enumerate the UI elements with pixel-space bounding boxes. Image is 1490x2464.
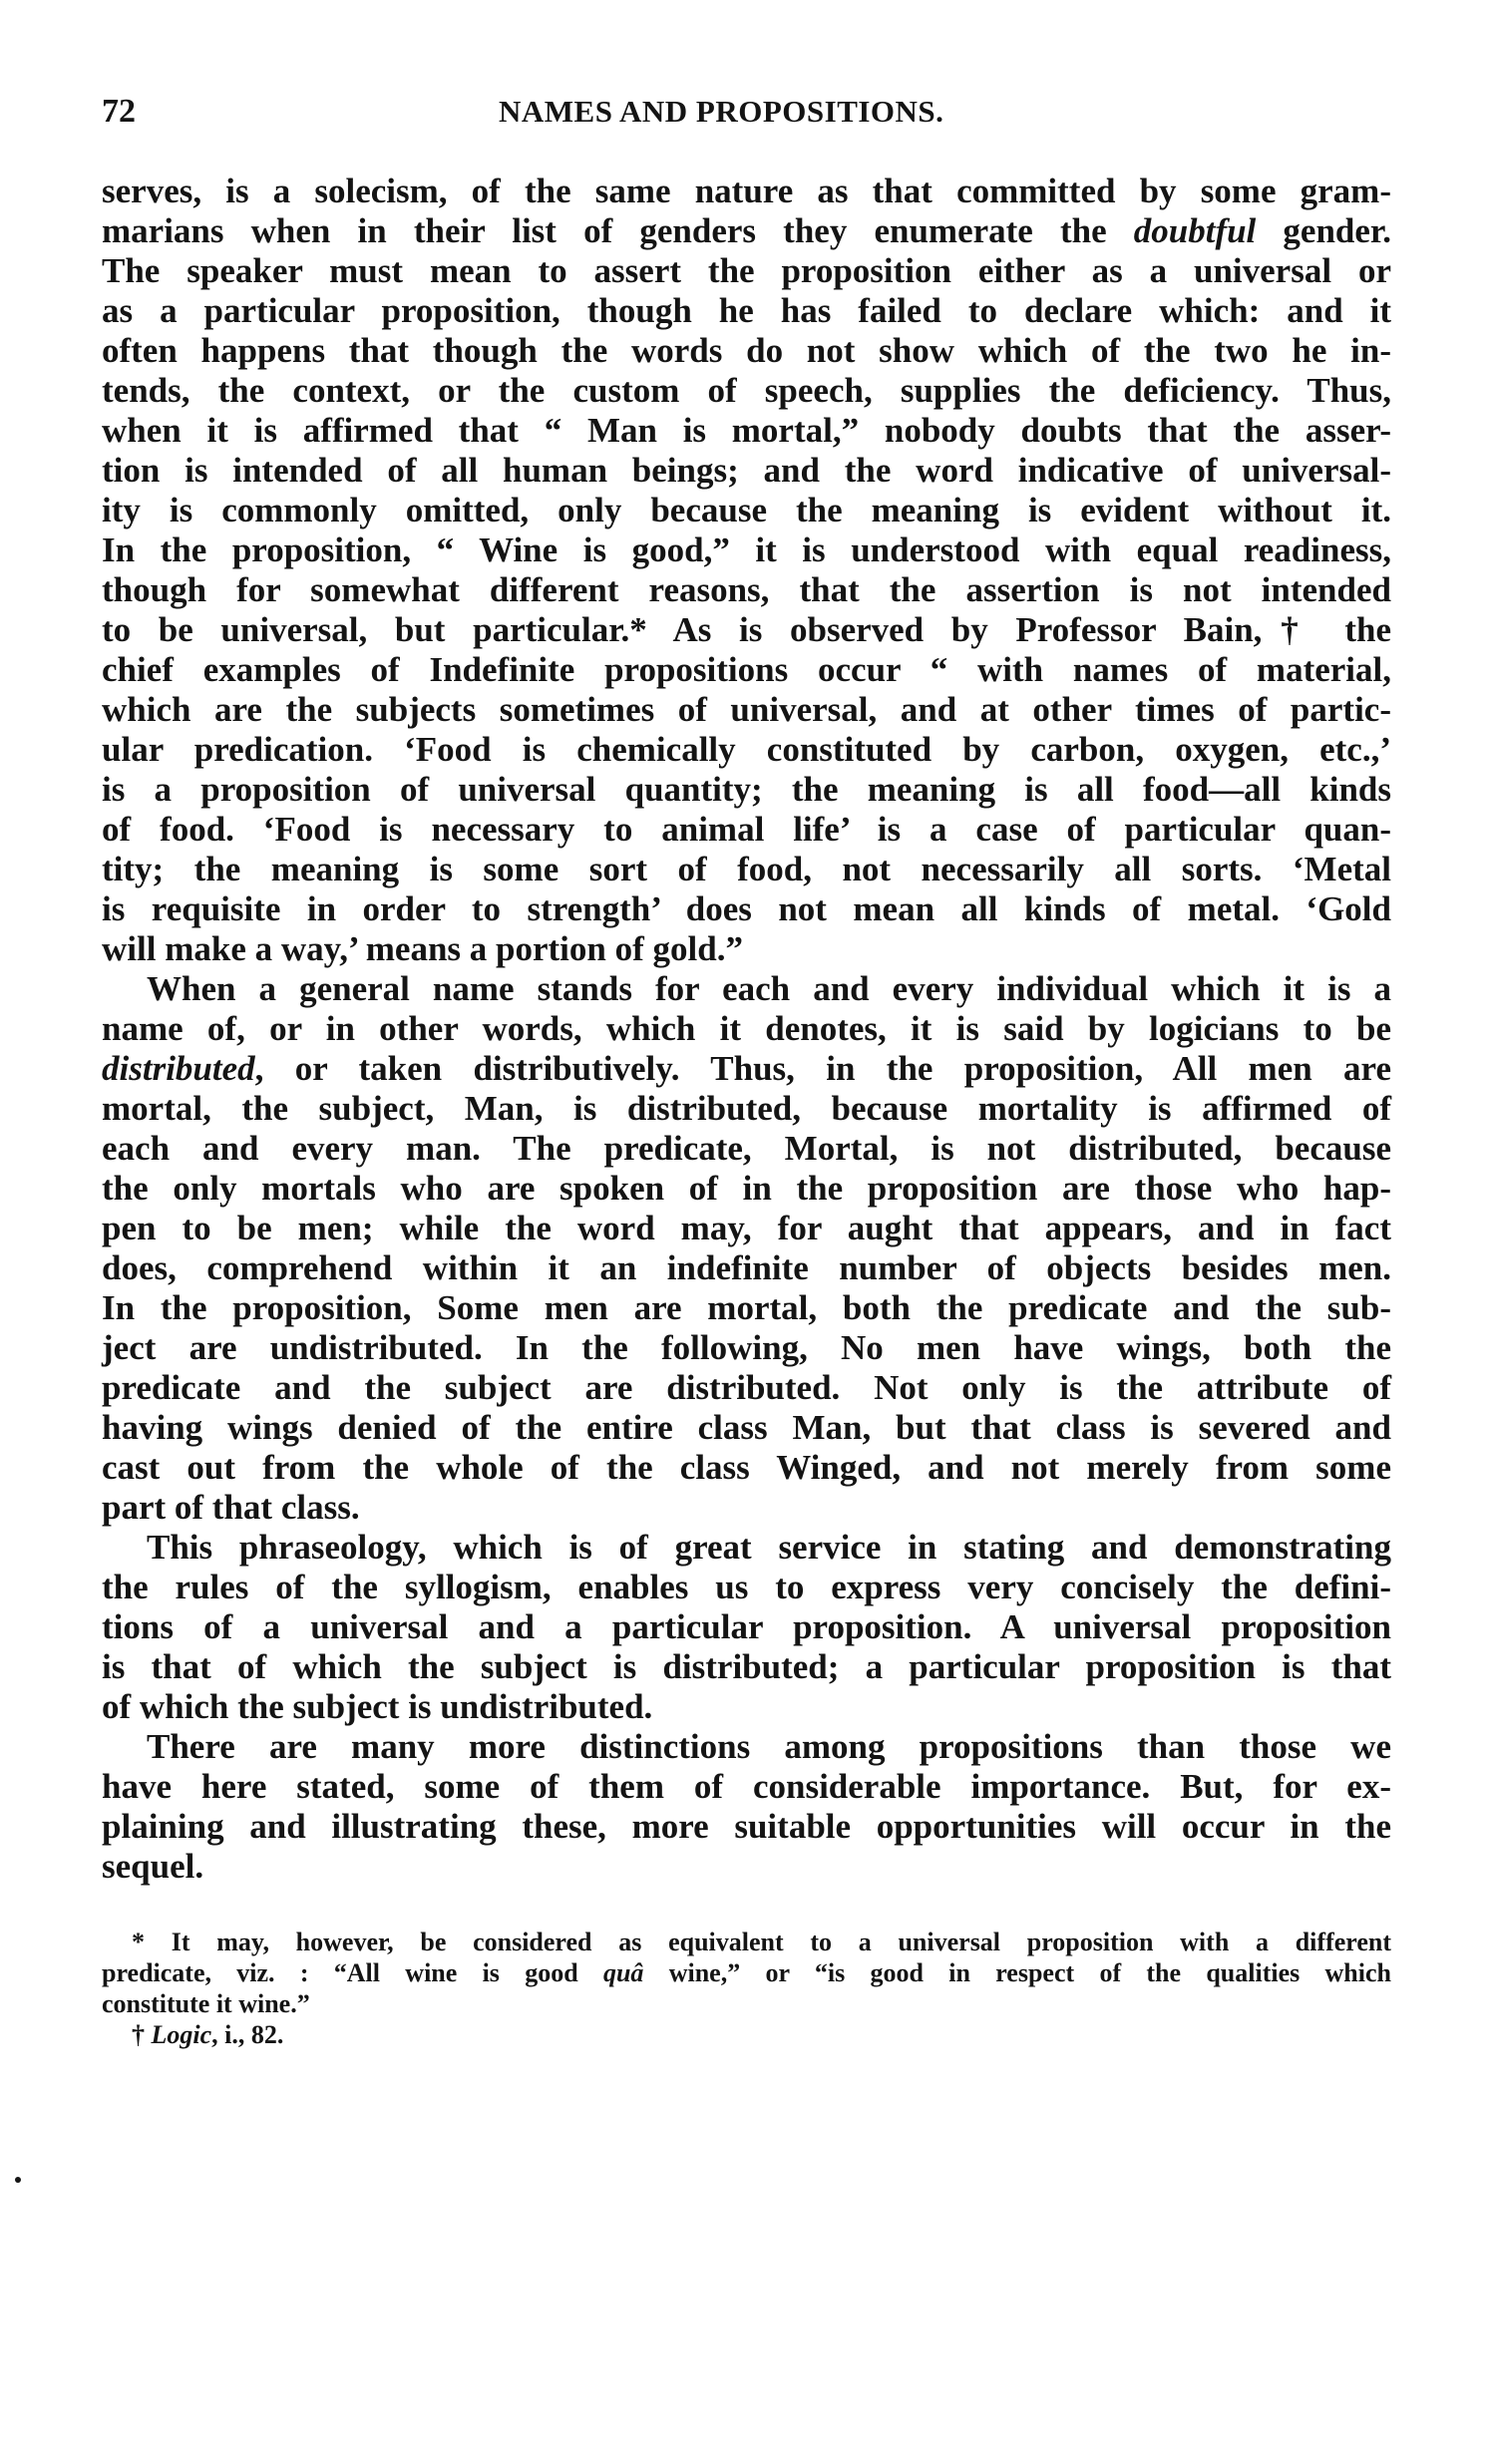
body-text bbox=[102, 172, 1391, 1887]
italic-term-doubtful: doubtful bbox=[1133, 211, 1257, 250]
text-line: the only mortals who are spoken of in the proposition are those who hap- bbox=[102, 1169, 1391, 1208]
text-line: ject are undistributed. In the following, No men have wings, both the bbox=[102, 1328, 1391, 1367]
text-line: is that of which the subject is distributed; a particular proposition is that bbox=[102, 1647, 1391, 1686]
scan-speck bbox=[15, 2177, 21, 2183]
footnote-line bbox=[102, 1957, 1391, 1988]
text-line: The speaker must mean to assert the proposition either as a universal or bbox=[102, 251, 1391, 290]
footnote-dagger bbox=[102, 2019, 1391, 2050]
footnotes bbox=[102, 1927, 1391, 2050]
text-line: which are the subjects sometimes of universal, and at other times of partic- bbox=[102, 690, 1391, 729]
text-line: ular predication. ‘Food is chemically constituted by carbon, oxygen, etc.,’ bbox=[102, 730, 1391, 769]
footnote-line: * It may, however, be considered as equivalent to a universal proposition with a different bbox=[132, 1928, 1391, 1956]
text-line: the rules of the syllogism, enables us to express very concisely the defini- bbox=[102, 1568, 1391, 1606]
text-line bbox=[102, 1049, 1391, 1089]
text-line: name of, or in other words, which it denotes, it is said by logicians to be bbox=[102, 1009, 1391, 1048]
text-line: of which the subject is undistributed. bbox=[102, 1687, 653, 1726]
italic-title-logic: Logic bbox=[151, 2020, 212, 2049]
text-line: will make a way,’ means a portion of gold.” bbox=[102, 929, 743, 968]
text-line: plaining and illustrating these, more suitable opportunities will occur in the bbox=[102, 1807, 1391, 1846]
text-line: When a general name stands for each and every individual which it is a bbox=[147, 969, 1391, 1008]
text-line: ity is commonly omitted, only because the meaning is evident without it. bbox=[102, 491, 1391, 529]
text-line: pen to be men; while the word may, for aught that appears, and in fact bbox=[102, 1209, 1391, 1247]
text-line: does, comprehend within it an indefinite number of objects besides men. bbox=[102, 1248, 1391, 1287]
footnote-line: constitute it wine.” bbox=[102, 1989, 310, 2018]
footnote-line bbox=[102, 2019, 1391, 2050]
paragraph-3 bbox=[102, 1528, 1391, 1727]
text-span: predicate, viz. : “All wine is good bbox=[102, 1958, 603, 1987]
text-line: mortal, the subject, Man, is distributed, because mortality is affirmed of bbox=[102, 1089, 1391, 1128]
page-header bbox=[102, 92, 1391, 132]
text-span: gender. bbox=[1256, 211, 1391, 250]
text-line: tends, the context, or the custom of speech, supplies the deficiency. Thus, bbox=[102, 371, 1391, 410]
text-line: each and every man. The predicate, Mortal, is not distributed, because bbox=[102, 1129, 1391, 1168]
text-line: of food. ‘Food is necessary to animal life’ is a case of particular quan- bbox=[102, 810, 1391, 849]
text-line: In the proposition, Some men are mortal, both the predicate and the sub- bbox=[102, 1288, 1391, 1327]
page-number: 72 bbox=[102, 93, 136, 130]
text-line: chief examples of Indefinite propositions occur “ with names of material, bbox=[102, 650, 1391, 689]
paragraph-4 bbox=[102, 1727, 1391, 1887]
text-line: This phraseology, which is of great service in stating and demonstrating bbox=[147, 1528, 1391, 1567]
text-line: having wings denied of the entire class Man, but that class is severed and bbox=[102, 1408, 1391, 1447]
running-title: NAMES AND PROPOSITIONS. bbox=[499, 94, 944, 129]
dagger-mark: † bbox=[132, 2020, 152, 2049]
italic-term-distributed: distributed bbox=[102, 1049, 255, 1088]
text-line: cast out from the whole of the class Winged, and not merely from some bbox=[102, 1448, 1391, 1487]
text-span: , or taken distributively. Thus, in the proposition, All men are bbox=[254, 1049, 1391, 1088]
text-line: tion is intended of all human beings; and the word indicative of universal- bbox=[102, 451, 1391, 490]
text-line: sequel. bbox=[102, 1847, 204, 1886]
text-line-footnote-refs: to be universal, but particular.* As is observed by Professor Bain,† the bbox=[102, 610, 1391, 649]
text-line: There are many more distinctions among propositions than those we bbox=[147, 1727, 1391, 1766]
text-span: marians when in their list of genders they enumerate the bbox=[102, 211, 1134, 250]
italic-term-qua: quâ bbox=[602, 1958, 644, 1987]
text-line: is a proposition of universal quantity; the meaning is all food—all kinds bbox=[102, 770, 1391, 809]
paragraph-2 bbox=[102, 969, 1391, 1528]
text-line: is requisite in order to strength’ does not mean all kinds of metal. ‘Gold bbox=[102, 889, 1391, 928]
text-line bbox=[102, 211, 1391, 251]
text-span: , i., 82. bbox=[211, 2020, 284, 2049]
text-line: part of that class. bbox=[102, 1488, 360, 1527]
footnote-asterisk bbox=[102, 1927, 1391, 2019]
text-line: predicate and the subject are distributed. Not only is the attribute of bbox=[102, 1368, 1391, 1407]
text-line: often happens that though the words do not show which of the two he in- bbox=[102, 331, 1391, 370]
text-line: tity; the meaning is some sort of food, not necessarily all sorts. ‘Metal bbox=[102, 850, 1391, 888]
text-line: tions of a universal and a particular proposition. A universal proposition bbox=[102, 1607, 1391, 1646]
text-line: when it is affirmed that “ Man is mortal,” nobody doubts that the asser- bbox=[102, 411, 1391, 450]
text-span: wine,” or “is good in respect of the qualities which bbox=[643, 1958, 1391, 1987]
text-line: In the proposition, “ Wine is good,” it is understood with equal readiness, bbox=[102, 530, 1391, 569]
text-line: have here stated, some of them of considerable importance. But, for ex- bbox=[102, 1767, 1391, 1806]
text-line: as a particular proposition, though he has failed to declare which: and it bbox=[102, 291, 1391, 330]
paragraph-1 bbox=[102, 172, 1391, 969]
text-line: though for somewhat different reasons, that the assertion is not intended bbox=[102, 570, 1391, 609]
text-line: serves, is a solecism, of the same nature as that committed by some gram- bbox=[102, 172, 1391, 210]
